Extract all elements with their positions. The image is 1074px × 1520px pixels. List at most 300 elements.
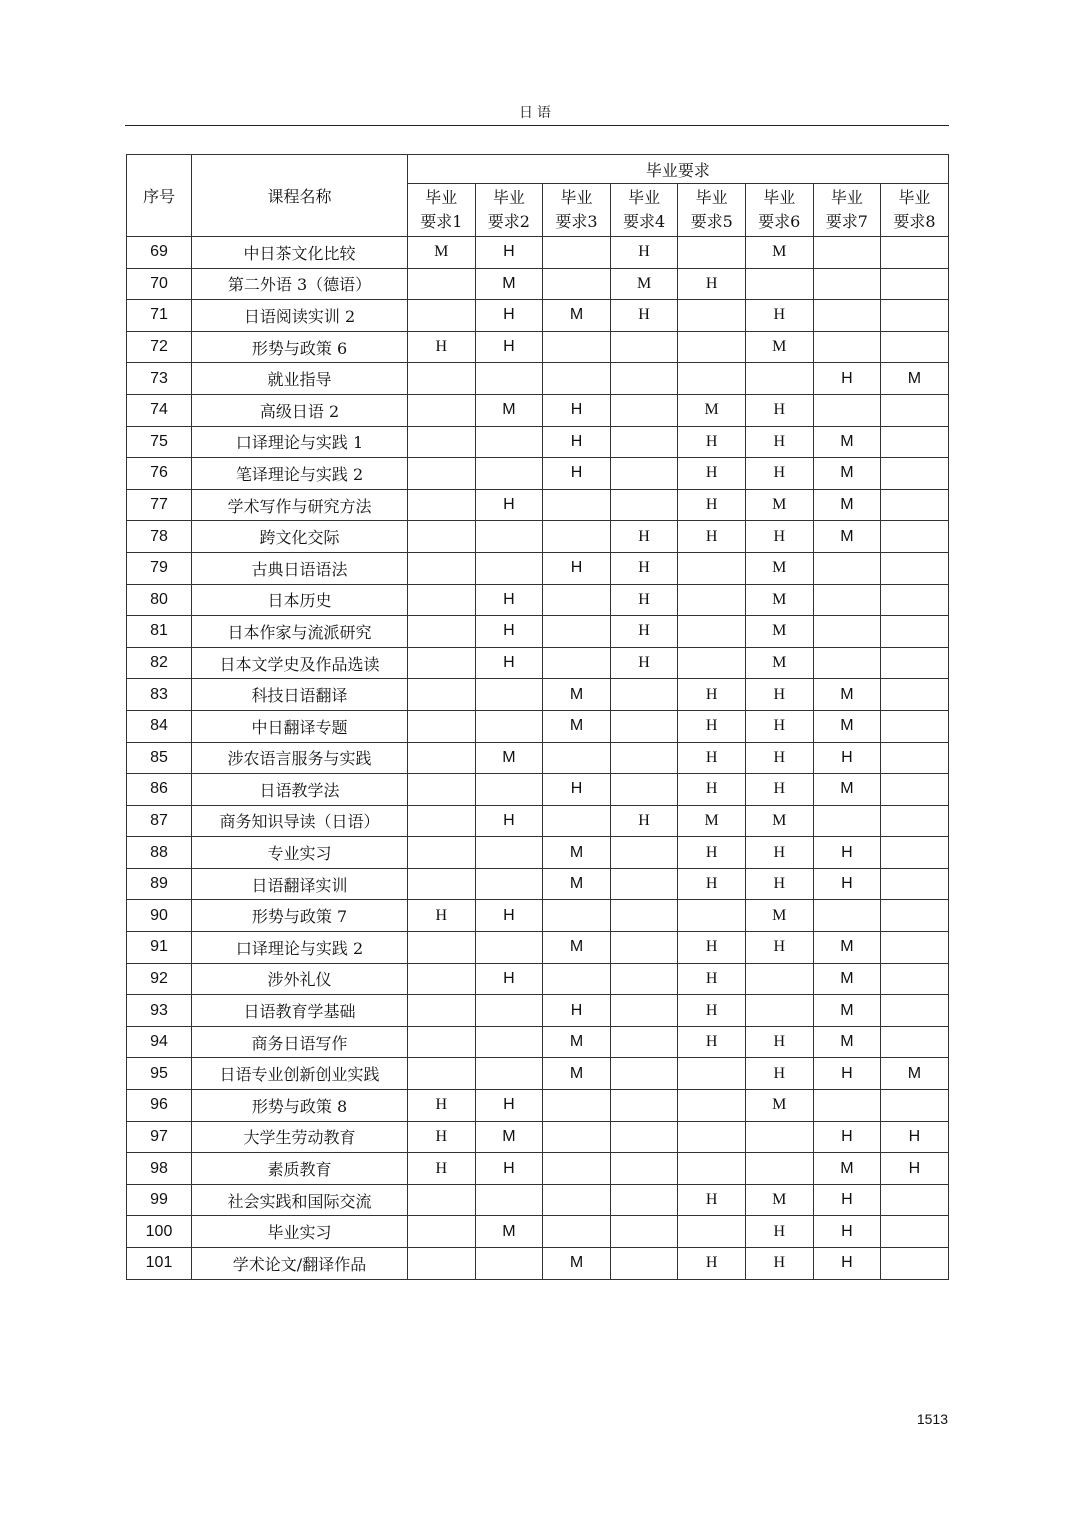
req-header-line2: 要求1	[420, 212, 463, 231]
req-level-cell	[610, 995, 678, 1027]
req-level-cell: H	[475, 1153, 543, 1185]
req-level-cell: H	[745, 868, 813, 900]
row-index: 71	[127, 300, 192, 332]
req-level-cell: H	[813, 1216, 881, 1248]
req-level-cell	[678, 1090, 746, 1122]
req-level-cell: H	[610, 647, 678, 679]
course-name: 大学生劳动教育	[192, 1121, 408, 1153]
req-level-cell	[475, 868, 543, 900]
req-level-cell	[543, 489, 611, 521]
req-level-cell: M	[813, 426, 881, 458]
req-header-line2: 要求8	[893, 212, 936, 231]
course-name: 专业实习	[192, 837, 408, 869]
req-level-cell	[678, 300, 746, 332]
req-level-cell: H	[475, 900, 543, 932]
req-level-cell: H	[745, 710, 813, 742]
req-level-cell: H	[543, 774, 611, 806]
req-level-cell	[475, 679, 543, 711]
req-level-cell	[543, 963, 611, 995]
req-level-cell: H	[678, 489, 746, 521]
req-level-cell: M	[745, 552, 813, 584]
req-level-cell: H	[745, 1026, 813, 1058]
table-row	[127, 237, 949, 269]
req-level-cell	[408, 868, 476, 900]
req-header-line2: 要求4	[622, 212, 666, 231]
table-row	[127, 1184, 949, 1216]
req-level-cell	[408, 1248, 476, 1280]
course-name: 毕业实习	[192, 1216, 408, 1248]
req-level-cell	[881, 331, 949, 363]
table-row	[127, 963, 949, 995]
req-level-cell: M	[813, 1026, 881, 1058]
req-level-cell	[678, 237, 746, 269]
req-header-line2: 要求2	[487, 212, 530, 231]
req-level-cell: H	[543, 394, 611, 426]
row-index: 94	[127, 1026, 192, 1058]
req-level-cell: H	[678, 742, 746, 774]
req-level-cell: M	[745, 647, 813, 679]
req-level-cell: H	[813, 1184, 881, 1216]
req-level-cell: H	[745, 774, 813, 806]
table-row	[127, 805, 949, 837]
req-level-cell: M	[813, 995, 881, 1027]
req-level-cell	[408, 995, 476, 1027]
req-level-cell	[881, 426, 949, 458]
req-level-cell: H	[745, 300, 813, 332]
req-level-cell	[881, 742, 949, 774]
req-level-cell	[678, 616, 746, 648]
req-level-cell	[610, 774, 678, 806]
req-level-cell: H	[678, 963, 746, 995]
req-level-cell	[678, 900, 746, 932]
course-name: 社会实践和国际交流	[192, 1184, 408, 1216]
req-level-cell	[408, 616, 476, 648]
req-level-cell: M	[543, 1248, 611, 1280]
req-level-cell	[408, 584, 476, 616]
column-header-req-2	[475, 184, 543, 237]
req-level-cell	[881, 1090, 949, 1122]
req-level-cell	[475, 1248, 543, 1280]
req-level-cell	[881, 489, 949, 521]
header-rule	[125, 125, 949, 126]
req-level-cell	[610, 710, 678, 742]
req-level-cell	[543, 521, 611, 553]
req-level-cell: H	[745, 1248, 813, 1280]
table-row	[127, 268, 949, 300]
req-level-cell: H	[475, 1090, 543, 1122]
req-level-cell: M	[813, 963, 881, 995]
req-level-cell: H	[678, 710, 746, 742]
req-level-cell	[408, 837, 476, 869]
req-level-cell: H	[475, 616, 543, 648]
req-level-cell	[408, 742, 476, 774]
req-level-cell: H	[678, 426, 746, 458]
req-level-cell	[881, 679, 949, 711]
req-level-cell	[408, 805, 476, 837]
req-level-cell: M	[678, 394, 746, 426]
req-level-cell	[475, 1184, 543, 1216]
req-level-cell	[678, 1153, 746, 1185]
req-level-cell	[475, 521, 543, 553]
req-level-cell	[475, 363, 543, 395]
req-level-cell	[678, 647, 746, 679]
req-level-cell	[543, 331, 611, 363]
req-level-cell	[745, 268, 813, 300]
req-level-cell	[813, 805, 881, 837]
req-level-cell: H	[610, 552, 678, 584]
req-level-cell: H	[745, 458, 813, 490]
course-name: 日本文学史及作品选读	[192, 647, 408, 679]
req-level-cell	[408, 268, 476, 300]
table-row	[127, 521, 949, 553]
row-index: 69	[127, 237, 192, 269]
req-level-cell	[543, 900, 611, 932]
req-level-cell	[475, 837, 543, 869]
row-index: 98	[127, 1153, 192, 1185]
req-level-cell	[408, 521, 476, 553]
row-index: 81	[127, 616, 192, 648]
req-level-cell	[610, 489, 678, 521]
req-level-cell: M	[813, 679, 881, 711]
req-level-cell	[813, 300, 881, 332]
column-header-index: 序号	[127, 155, 192, 237]
req-level-cell: H	[610, 300, 678, 332]
course-name: 形势与政策 7	[192, 900, 408, 932]
req-level-cell	[881, 1026, 949, 1058]
req-level-cell: H	[408, 1090, 476, 1122]
req-level-cell	[408, 932, 476, 964]
req-level-cell: M	[745, 1184, 813, 1216]
req-level-cell: M	[475, 394, 543, 426]
req-level-cell: H	[543, 552, 611, 584]
req-level-cell: H	[543, 995, 611, 1027]
req-level-cell: H	[408, 331, 476, 363]
req-level-cell: M	[813, 710, 881, 742]
req-level-cell: M	[745, 584, 813, 616]
row-index: 79	[127, 552, 192, 584]
req-level-cell: H	[408, 1121, 476, 1153]
req-level-cell: M	[745, 900, 813, 932]
req-level-cell	[475, 1026, 543, 1058]
column-header-req-4	[610, 184, 678, 237]
req-level-cell	[610, 1090, 678, 1122]
req-header-line2: 要求3	[555, 212, 598, 231]
req-level-cell	[610, 458, 678, 490]
req-level-cell	[408, 363, 476, 395]
row-index: 82	[127, 647, 192, 679]
req-level-cell	[543, 237, 611, 269]
table-row	[127, 1248, 949, 1280]
column-header-req-7	[813, 184, 881, 237]
req-level-cell: H	[745, 1058, 813, 1090]
course-name: 涉外礼仪	[192, 963, 408, 995]
row-index: 70	[127, 268, 192, 300]
req-level-cell: H	[881, 1153, 949, 1185]
req-level-cell	[813, 552, 881, 584]
req-level-cell	[610, 1153, 678, 1185]
req-level-cell	[813, 616, 881, 648]
req-level-cell	[881, 774, 949, 806]
course-name: 日语教育学基础	[192, 995, 408, 1027]
req-level-cell: H	[543, 426, 611, 458]
req-level-cell	[408, 1216, 476, 1248]
req-level-cell: H	[745, 1216, 813, 1248]
req-level-cell	[881, 1216, 949, 1248]
req-level-cell	[745, 963, 813, 995]
req-level-cell: H	[678, 837, 746, 869]
req-level-cell	[475, 426, 543, 458]
req-level-cell	[475, 710, 543, 742]
graduation-requirements-table	[126, 154, 949, 1280]
req-level-cell: M	[745, 616, 813, 648]
course-name: 日语教学法	[192, 774, 408, 806]
req-level-cell	[543, 1153, 611, 1185]
row-index: 99	[127, 1184, 192, 1216]
row-index: 85	[127, 742, 192, 774]
req-level-cell	[881, 837, 949, 869]
column-header-req-6	[745, 184, 813, 237]
req-level-cell	[610, 394, 678, 426]
req-level-cell	[543, 742, 611, 774]
course-name: 高级日语 2	[192, 394, 408, 426]
req-level-cell: H	[678, 868, 746, 900]
req-level-cell	[408, 394, 476, 426]
req-level-cell: M	[475, 268, 543, 300]
req-level-cell: H	[475, 805, 543, 837]
req-level-cell	[610, 363, 678, 395]
req-level-cell	[813, 237, 881, 269]
row-index: 78	[127, 521, 192, 553]
req-level-cell	[678, 584, 746, 616]
table-row	[127, 1026, 949, 1058]
row-index: 91	[127, 932, 192, 964]
req-level-cell	[543, 268, 611, 300]
req-level-cell	[881, 300, 949, 332]
req-header-line1: 毕业	[898, 188, 931, 207]
course-name: 第二外语 3（德语）	[192, 268, 408, 300]
course-name: 就业指导	[192, 363, 408, 395]
req-level-cell: M	[475, 1216, 543, 1248]
course-name: 形势与政策 8	[192, 1090, 408, 1122]
req-level-cell: H	[813, 1058, 881, 1090]
req-level-cell: M	[610, 268, 678, 300]
req-level-cell	[610, 742, 678, 774]
req-level-cell: H	[813, 363, 881, 395]
req-level-cell	[408, 710, 476, 742]
course-name: 商务知识导读（日语）	[192, 805, 408, 837]
course-name: 学术写作与研究方法	[192, 489, 408, 521]
req-level-cell	[610, 1058, 678, 1090]
req-level-cell	[610, 1184, 678, 1216]
req-level-cell	[610, 1026, 678, 1058]
req-level-cell	[543, 363, 611, 395]
req-level-cell	[408, 552, 476, 584]
req-level-cell	[881, 237, 949, 269]
req-level-cell: M	[813, 774, 881, 806]
req-level-cell: H	[745, 837, 813, 869]
column-group-header: 毕业要求	[408, 155, 949, 184]
req-level-cell: M	[813, 932, 881, 964]
req-level-cell	[881, 647, 949, 679]
row-index: 92	[127, 963, 192, 995]
req-level-cell: M	[543, 300, 611, 332]
req-level-cell: H	[475, 300, 543, 332]
req-level-cell: H	[745, 679, 813, 711]
req-level-cell	[881, 268, 949, 300]
req-level-cell	[881, 710, 949, 742]
req-level-cell	[543, 1121, 611, 1153]
course-name: 中日茶文化比较	[192, 237, 408, 269]
req-level-cell: M	[813, 489, 881, 521]
req-header-line1: 毕业	[763, 188, 796, 207]
table-row	[127, 584, 949, 616]
req-level-cell	[610, 1248, 678, 1280]
req-level-cell	[610, 1121, 678, 1153]
req-level-cell	[813, 647, 881, 679]
req-level-cell	[543, 1216, 611, 1248]
table-row	[127, 363, 949, 395]
req-header-line1: 毕业	[560, 188, 593, 207]
table-row	[127, 932, 949, 964]
table-row	[127, 616, 949, 648]
table-row	[127, 774, 949, 806]
req-level-cell	[610, 426, 678, 458]
req-level-cell: M	[543, 679, 611, 711]
row-index: 75	[127, 426, 192, 458]
req-level-cell: H	[475, 237, 543, 269]
req-header-line1: 毕业	[425, 188, 458, 207]
req-level-cell: H	[678, 1184, 746, 1216]
req-level-cell: M	[543, 1058, 611, 1090]
req-level-cell	[610, 932, 678, 964]
table-row	[127, 1216, 949, 1248]
req-level-cell: H	[408, 1153, 476, 1185]
req-level-cell	[745, 363, 813, 395]
req-level-cell	[881, 1248, 949, 1280]
req-level-cell: H	[678, 1248, 746, 1280]
row-index: 76	[127, 458, 192, 490]
req-level-cell	[408, 426, 476, 458]
req-level-cell: H	[475, 489, 543, 521]
req-level-cell	[408, 1184, 476, 1216]
req-level-cell: H	[813, 1121, 881, 1153]
req-level-cell: M	[745, 805, 813, 837]
req-level-cell	[475, 995, 543, 1027]
req-header-line2: 要求5	[690, 212, 733, 231]
req-level-cell: H	[543, 458, 611, 490]
req-level-cell: H	[678, 458, 746, 490]
req-level-cell: H	[678, 268, 746, 300]
req-level-cell: M	[745, 489, 813, 521]
table-row	[127, 489, 949, 521]
req-level-cell	[610, 331, 678, 363]
req-level-cell: M	[543, 868, 611, 900]
req-level-cell: M	[543, 1026, 611, 1058]
req-level-cell	[813, 394, 881, 426]
req-level-cell: M	[475, 1121, 543, 1153]
course-name: 口译理论与实践 2	[192, 932, 408, 964]
req-level-cell	[678, 1058, 746, 1090]
req-level-cell	[610, 963, 678, 995]
course-name: 涉农语言服务与实践	[192, 742, 408, 774]
course-name: 跨文化交际	[192, 521, 408, 553]
req-level-cell	[745, 1121, 813, 1153]
table-row	[127, 394, 949, 426]
req-level-cell	[408, 458, 476, 490]
req-level-cell: H	[813, 837, 881, 869]
table-row	[127, 837, 949, 869]
req-level-cell	[881, 584, 949, 616]
req-header-line1: 毕业	[695, 188, 728, 207]
row-index: 74	[127, 394, 192, 426]
req-level-cell: H	[678, 1026, 746, 1058]
req-level-cell: M	[543, 710, 611, 742]
req-level-cell: M	[475, 742, 543, 774]
table-row	[127, 868, 949, 900]
req-level-cell	[610, 837, 678, 869]
req-level-cell: M	[745, 237, 813, 269]
row-index: 95	[127, 1058, 192, 1090]
row-index: 90	[127, 900, 192, 932]
course-name: 素质教育	[192, 1153, 408, 1185]
req-level-cell	[408, 489, 476, 521]
req-level-cell	[881, 900, 949, 932]
course-name: 学术论文/翻译作品	[192, 1248, 408, 1280]
column-header-req-5	[678, 184, 746, 237]
req-level-cell	[610, 900, 678, 932]
table-row	[127, 552, 949, 584]
table-row	[127, 458, 949, 490]
req-level-cell: H	[475, 584, 543, 616]
req-level-cell: M	[813, 1153, 881, 1185]
req-level-cell: M	[813, 521, 881, 553]
req-level-cell	[543, 647, 611, 679]
req-level-cell: M	[543, 932, 611, 964]
course-name: 日语翻译实训	[192, 868, 408, 900]
row-index: 86	[127, 774, 192, 806]
req-level-cell	[610, 1216, 678, 1248]
req-level-cell	[881, 1184, 949, 1216]
req-level-cell: H	[678, 932, 746, 964]
req-level-cell	[813, 584, 881, 616]
column-header-course-name: 课程名称	[192, 155, 408, 237]
req-level-cell	[881, 932, 949, 964]
req-level-cell: H	[610, 805, 678, 837]
row-index: 77	[127, 489, 192, 521]
req-level-cell	[678, 363, 746, 395]
row-index: 80	[127, 584, 192, 616]
req-level-cell: M	[881, 1058, 949, 1090]
running-header: 日语	[519, 105, 555, 121]
column-header-req-8	[881, 184, 949, 237]
req-level-cell: H	[678, 521, 746, 553]
course-name: 日语阅读实训 2	[192, 300, 408, 332]
req-level-cell: H	[745, 394, 813, 426]
req-level-cell: H	[813, 742, 881, 774]
course-name: 日本历史	[192, 584, 408, 616]
req-level-cell	[881, 868, 949, 900]
course-name: 口译理论与实践 1	[192, 426, 408, 458]
course-name: 笔译理论与实践 2	[192, 458, 408, 490]
req-level-cell: H	[610, 237, 678, 269]
req-level-cell	[543, 805, 611, 837]
req-level-cell: M	[678, 805, 746, 837]
req-level-cell: H	[610, 616, 678, 648]
row-index: 84	[127, 710, 192, 742]
table-row	[127, 710, 949, 742]
course-name: 商务日语写作	[192, 1026, 408, 1058]
req-level-cell: M	[543, 837, 611, 869]
